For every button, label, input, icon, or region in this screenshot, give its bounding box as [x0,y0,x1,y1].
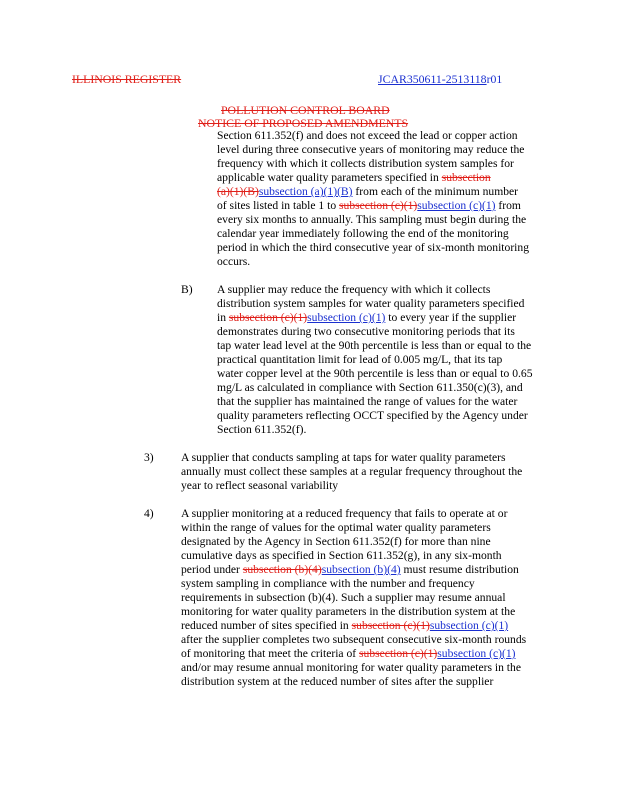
inserted-text: subsection (c)(1) [429,619,509,632]
text-line: distribution system samples for water quality parameters specified [217,297,525,310]
deleted-text: subsection (c)(1) [228,311,308,324]
text-line: quality parameters reflecting OCCT specified by the Agency under [217,409,528,422]
text-line: period in which the third consecutive year of six-month monitoring [217,241,529,254]
text-line: designated by the Agency in Section 611.352(f) for more than nine [181,535,491,548]
document-id-suffix: r01 [486,72,503,86]
deleted-text: subsection (c)(1) [339,199,418,212]
text-line: mg/L as calculated in compliance with Section 611.350(c)(3), and [217,381,523,394]
text-line: reduced number of sites specified in subsection (c)(1)subsection (c)(1) [181,619,509,632]
text-line: within the range of values for the optimal water quality parameters [181,521,491,534]
deleted-text: (a)(1)(B) [217,185,259,198]
document-id-code: JCAR350611-2513118 [378,72,487,86]
inserted-text: subsection (c)(1) [417,199,496,212]
text-line: practical quantitation limit for lead of 0.005 mg/L, that its tap [217,353,503,366]
subsection-label: 4) [144,507,154,520]
deleted-text: subsection (c)(1) [359,647,438,660]
text-line: occurs. [217,255,251,268]
text-line: system sampling in compliance with the number and frequency [181,577,475,590]
text-line: frequency with which it collects distribution system samples for [217,157,514,170]
text-line: period under subsection (b)(4)subsection (b)(4) must resume distribution [181,563,519,576]
text-line: Section 611.352(f) and does not exceed the lead or copper action [217,129,518,142]
text-line: A supplier monitoring at a reduced frequency that fails to operate at or [181,507,508,520]
text-line: A supplier that conducts sampling at taps for water quality parameters [181,451,506,464]
text-line: that the supplier has maintained the range of values for the water [217,395,518,408]
text-line: after the supplier completes two subsequent consecutive six-month rounds [181,633,527,646]
deleted-text: subsection [441,171,491,184]
text-line: calendar year immediately following the end of the monitoring [217,227,509,240]
inserted-text: subsection (c)(1) [437,647,516,660]
text-line: Section 611.352(f). [217,423,307,436]
inserted-text: subsection (a)(1)(B) [258,185,353,198]
text-line: requirements in subsection (b)(4). Such a supplier may resume annual [181,591,506,604]
text-line: of sites listed in table 1 to subsection (c)(1)subsection (c)(1) from [217,199,521,212]
text-line: year to reflect seasonal variability [181,479,339,492]
deleted-text: subsection (b)(4) [242,563,322,576]
text-line: distribution system at the reduced number of sites after the supplier [181,675,494,688]
text-line: cumulative days as specified in Section 611.352(g), in any six-month [181,549,502,562]
inserted-text: subsection (c)(1) [307,311,386,324]
document-id [378,72,502,86]
text-line: annually must collect these samples at a regular frequency throughout the [181,465,523,478]
text-line: in subsection (c)(1)subsection (c)(1) to every year if the supplier [217,311,517,324]
text-line: water copper level at the 90th percentile is less than or equal to 0.65 [217,367,533,380]
notice-title: NOTICE OF PROPOSED AMENDMENTS [198,116,409,130]
subsection-label: B) [181,283,193,296]
subsection-label: 3) [144,451,154,464]
text-line: demonstrates during two consecutive monitoring periods that its [217,325,515,338]
text-line: applicable water quality parameters specified in subsection [217,171,491,184]
board-title: POLLUTION CONTROL BOARD [221,103,390,117]
text-line: of monitoring that meet the criteria of subsection (c)(1)subsection (c)(1) [181,647,516,660]
register-header: ILLINOIS REGISTER [72,72,182,86]
text-line: every six months to annually. This sampling must begin during the [217,213,527,226]
text-line: tap water lead level at the 90th percentile is less than or equal to the [217,339,532,352]
inserted-text: subsection (b)(4) [321,563,401,576]
text-line: level during three consecutive years of monitoring may reduce the [217,143,525,156]
text-line: and/or may resume annual monitoring for water quality parameters in the [181,661,521,674]
text-line: A supplier may reduce the frequency with which it collects [217,283,491,296]
deleted-text: subsection (c)(1) [351,619,430,632]
text-line: monitoring for water quality parameters in the distribution system at the [181,605,516,618]
text-line: (a)(1)(B)subsection (a)(1)(B) from each of the minimum number [217,185,519,198]
